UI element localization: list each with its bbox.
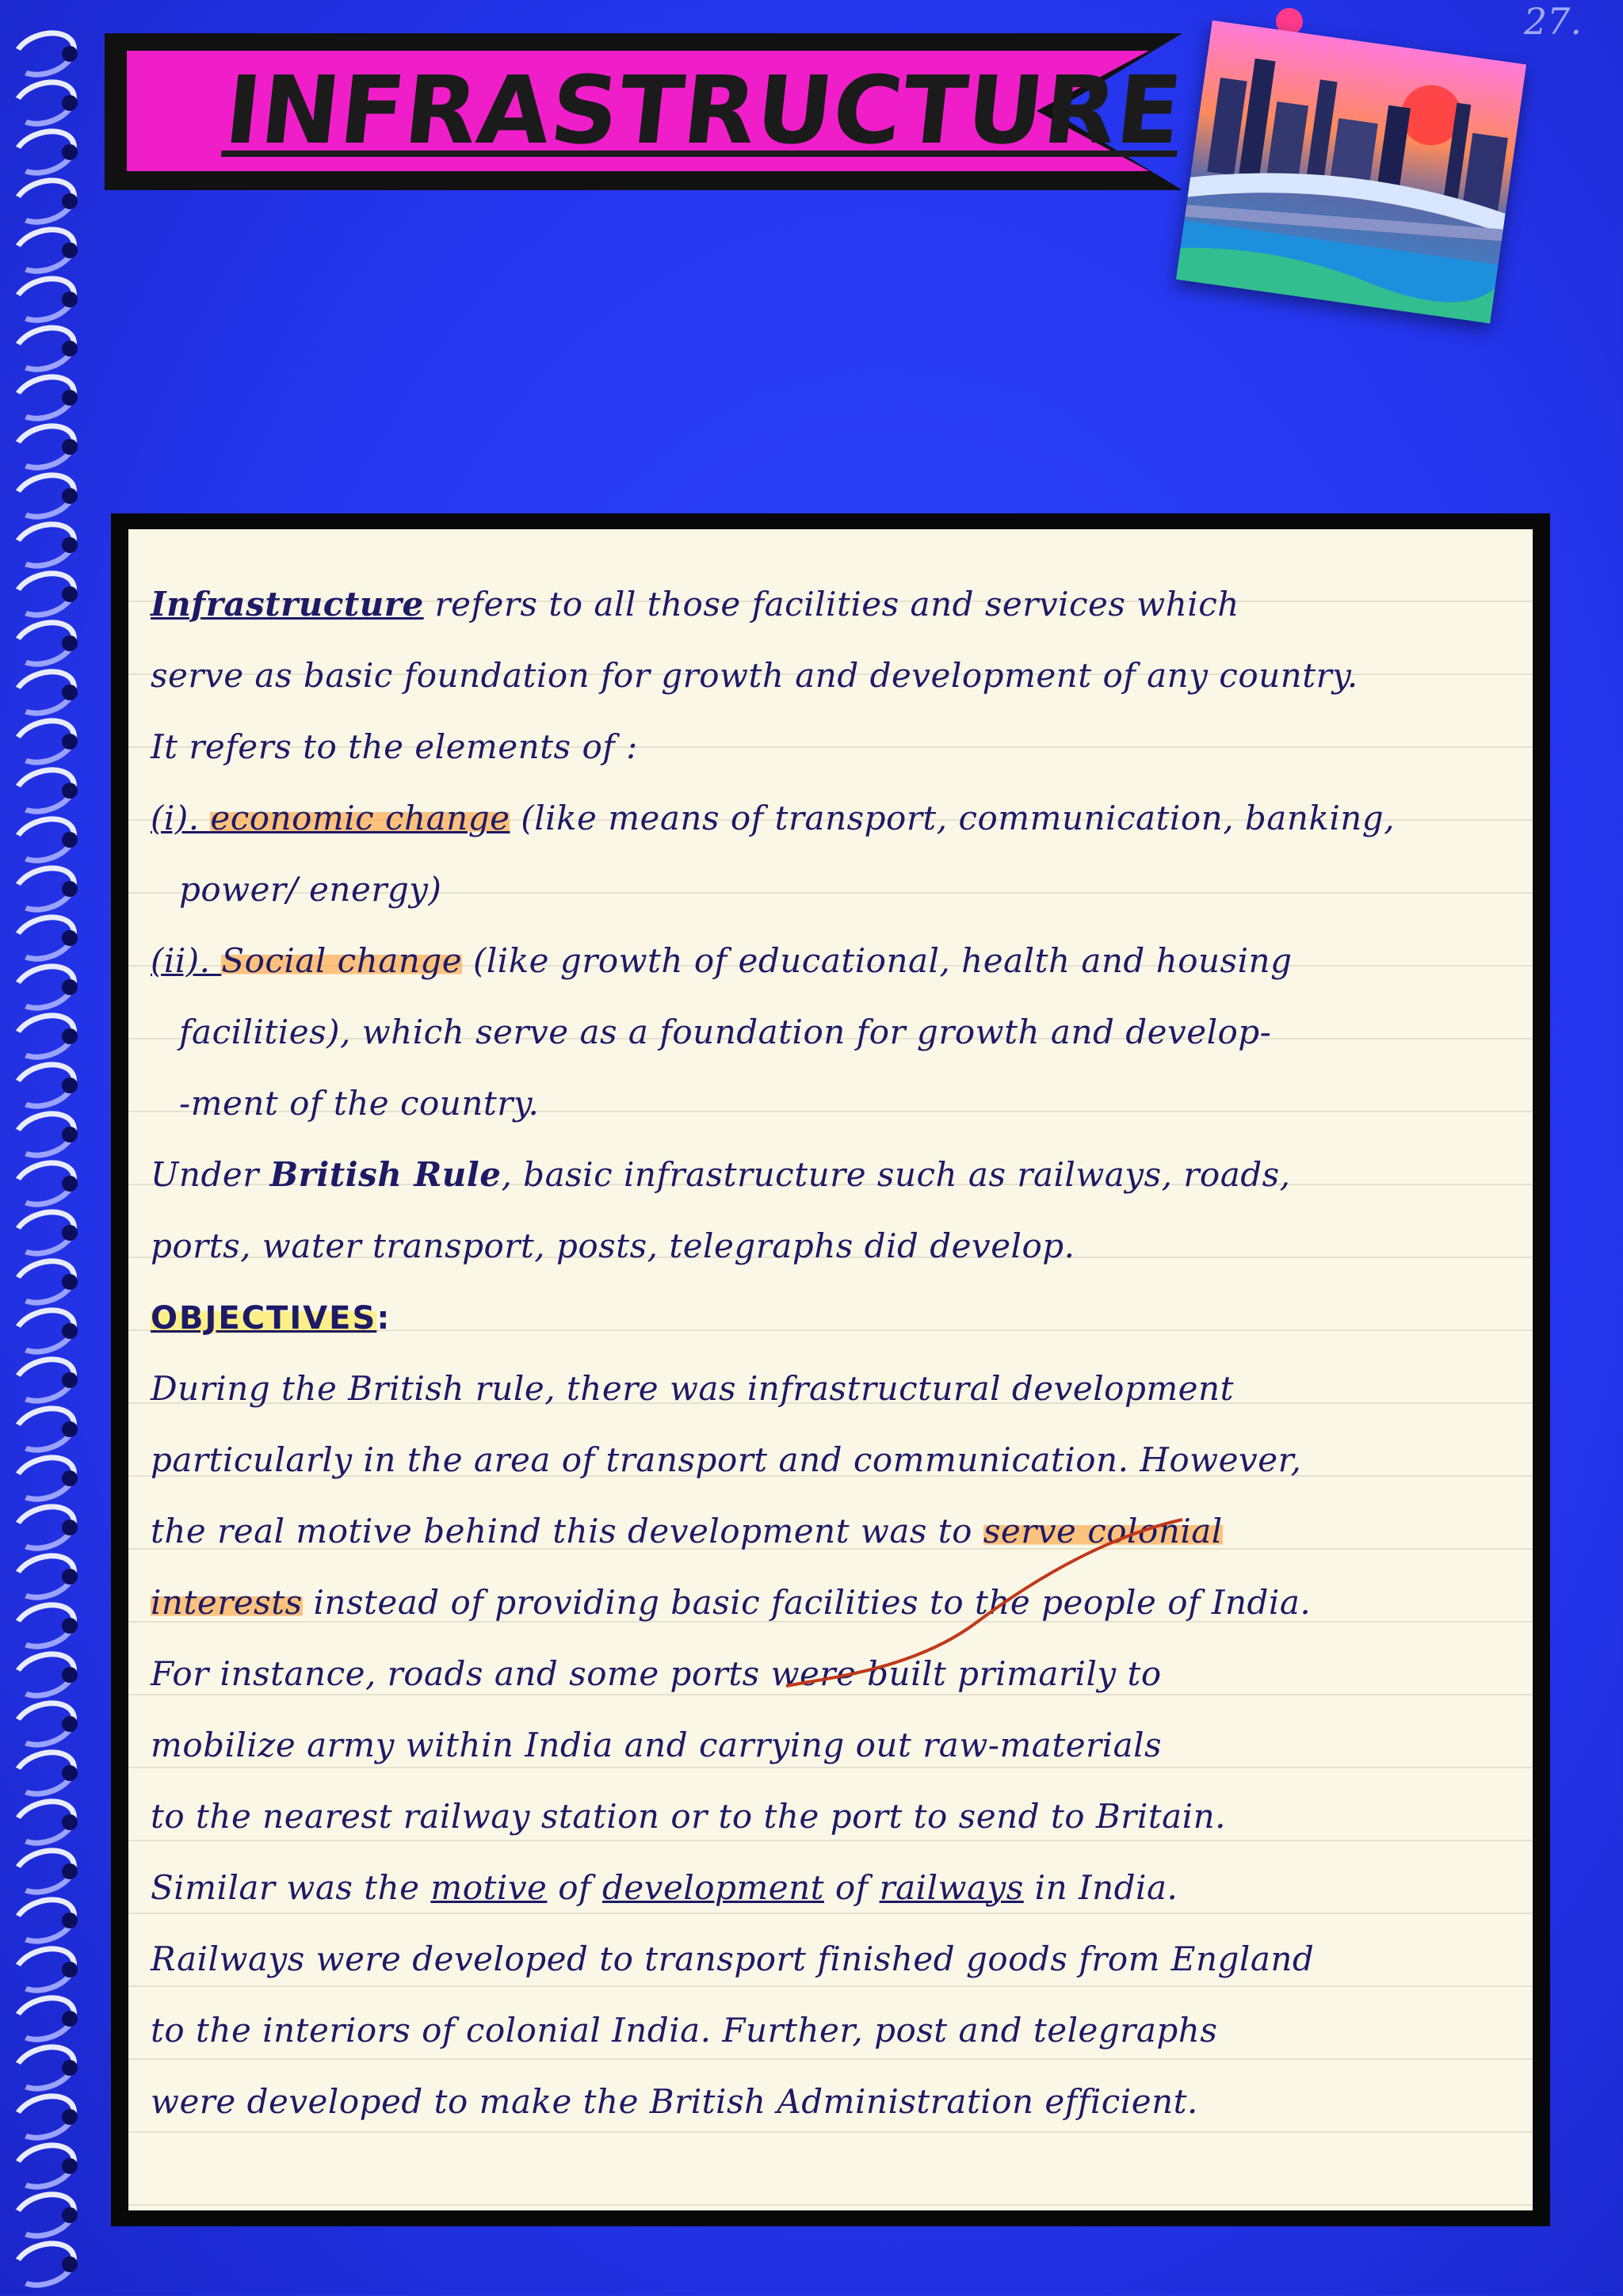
- note-line: It refers to the elements of :: [151, 727, 638, 766]
- binding-hole: [62, 242, 78, 258]
- binding-hole: [62, 1962, 78, 1978]
- binding-hole: [62, 1421, 78, 1437]
- binding-hole: [62, 144, 78, 160]
- text: of: [547, 1868, 602, 1907]
- binding-hole: [62, 1765, 78, 1781]
- binding-hole: [62, 439, 78, 455]
- note-line: [151, 1282, 1510, 1353]
- text: (like means of transport, communication, banking,: [510, 799, 1396, 837]
- binding-hole: [62, 537, 78, 553]
- note-line: [151, 925, 1510, 997]
- binding-hole: [62, 1569, 78, 1585]
- binding-hole: [62, 390, 78, 406]
- term-motive: motive: [430, 1868, 548, 1907]
- binding-hole: [62, 783, 78, 799]
- text: the real motive behind this development was to: [151, 1512, 983, 1550]
- binding-hole: [62, 930, 78, 946]
- text: of: [824, 1868, 880, 1907]
- binding-hole: [62, 1323, 78, 1339]
- list-marker: (ii).: [151, 941, 222, 980]
- objectives-heading: OBJECTIVES: [151, 1300, 377, 1337]
- note-line: [151, 1139, 1510, 1211]
- binding-hole: [62, 1520, 78, 1535]
- binding-hole: [62, 2207, 78, 2223]
- binding-hole: [62, 1814, 78, 1830]
- note-line: power/ energy): [179, 870, 442, 909]
- term-railways: railways: [879, 1868, 1024, 1907]
- note-line: -ment of the country.: [179, 1084, 540, 1123]
- binding-hole: [62, 1225, 78, 1241]
- binding-hole: [62, 1618, 78, 1634]
- note-line: [151, 783, 1510, 854]
- text: (like growth of educational, health and housing: [462, 941, 1293, 980]
- city-skyline-icon: [1176, 21, 1526, 323]
- term-social-change: Social change: [221, 941, 463, 980]
- binding-hole: [62, 2256, 78, 2272]
- term-development: development: [601, 1868, 825, 1907]
- binding-hole: [62, 979, 78, 995]
- note-line: serve as basic foundation for growth and development of any country.: [151, 656, 1358, 695]
- term-serve-colonial: serve colonial: [983, 1512, 1223, 1550]
- list-marker: (i).: [151, 799, 211, 837]
- binding-hole: [62, 1077, 78, 1093]
- binding-hole: [62, 1127, 78, 1142]
- note-line: to the nearest railway station or to the port to send to Britain.: [151, 1797, 1227, 1836]
- binding-hole: [62, 46, 78, 62]
- text: :: [376, 1300, 391, 1337]
- term-economic-change: economic change: [210, 799, 510, 837]
- note-line: [151, 569, 1510, 640]
- note-line: [151, 1852, 1510, 1924]
- binding-hole: [62, 635, 78, 651]
- term-british-rule: British Rule: [269, 1155, 502, 1194]
- binding-hole: [62, 586, 78, 602]
- note-line: ports, water transport, posts, telegraphs did develop.: [151, 1226, 1075, 1265]
- text: instead of providing basic facilities to the people of India.: [302, 1583, 1312, 1622]
- binding-hole: [62, 2109, 78, 2125]
- binding-hole: [62, 1274, 78, 1290]
- binding-hole: [62, 488, 78, 504]
- binding-hole: [62, 292, 78, 307]
- page-number: 27.: [1523, 0, 1582, 43]
- text: , basic infrastructure such as railways, roads,: [501, 1155, 1291, 1194]
- binding-hole: [62, 1176, 78, 1192]
- text: refers to all those facilities and services which: [423, 585, 1239, 624]
- note-line: mobilize army within India and carrying out raw-materials: [151, 1726, 1163, 1764]
- notes-body: [151, 569, 1510, 2138]
- note-line: were developed to make the British Administration efficient.: [151, 2082, 1198, 2121]
- binding-hole: [62, 2158, 78, 2174]
- binding-hole: [62, 341, 78, 357]
- note-line: to the interiors of colonial India. Further, post and telegraphs: [151, 2011, 1218, 2050]
- binding-hole: [62, 832, 78, 848]
- binding-hole: [62, 1863, 78, 1879]
- note-line: particularly in the area of transport and communication. However,: [151, 1440, 1302, 1479]
- binding-hole: [62, 95, 78, 111]
- binding-hole: [62, 881, 78, 897]
- binding-hole: [62, 1372, 78, 1388]
- page-title: INFRASTRUCTURE: [220, 55, 1188, 165]
- binding-hole: [62, 1913, 78, 1928]
- term-interests: interests: [151, 1583, 303, 1622]
- text: Under: [151, 1155, 270, 1194]
- binding-hole: [62, 2060, 78, 2076]
- note-line: facilities), which serve as a foundation for growth and develop-: [179, 1013, 1272, 1051]
- binding-hole: [62, 1716, 78, 1732]
- binding-hole: [62, 734, 78, 749]
- text: in India.: [1023, 1868, 1178, 1907]
- text: Similar was the: [151, 1868, 431, 1907]
- city-skyline-illustration: [1176, 21, 1526, 323]
- binding-hole: [62, 685, 78, 700]
- note-line: During the British rule, there was infrastructural development: [151, 1369, 1234, 1408]
- note-line: For instance, roads and some ports were built primarily to: [151, 1654, 1162, 1693]
- note-line: Railways were developed to transport finished goods from England: [151, 1939, 1315, 1978]
- binding-hole: [62, 193, 78, 209]
- term-infrastructure: Infrastructure: [151, 585, 424, 624]
- binding-hole: [62, 1028, 78, 1044]
- connector-arrow: [778, 1504, 1190, 1694]
- note-card: [128, 529, 1533, 2210]
- spiral-binding: [0, 0, 87, 2294]
- binding-hole: [62, 1470, 78, 1486]
- binding-hole: [62, 2011, 78, 2027]
- binding-hole: [62, 1667, 78, 1683]
